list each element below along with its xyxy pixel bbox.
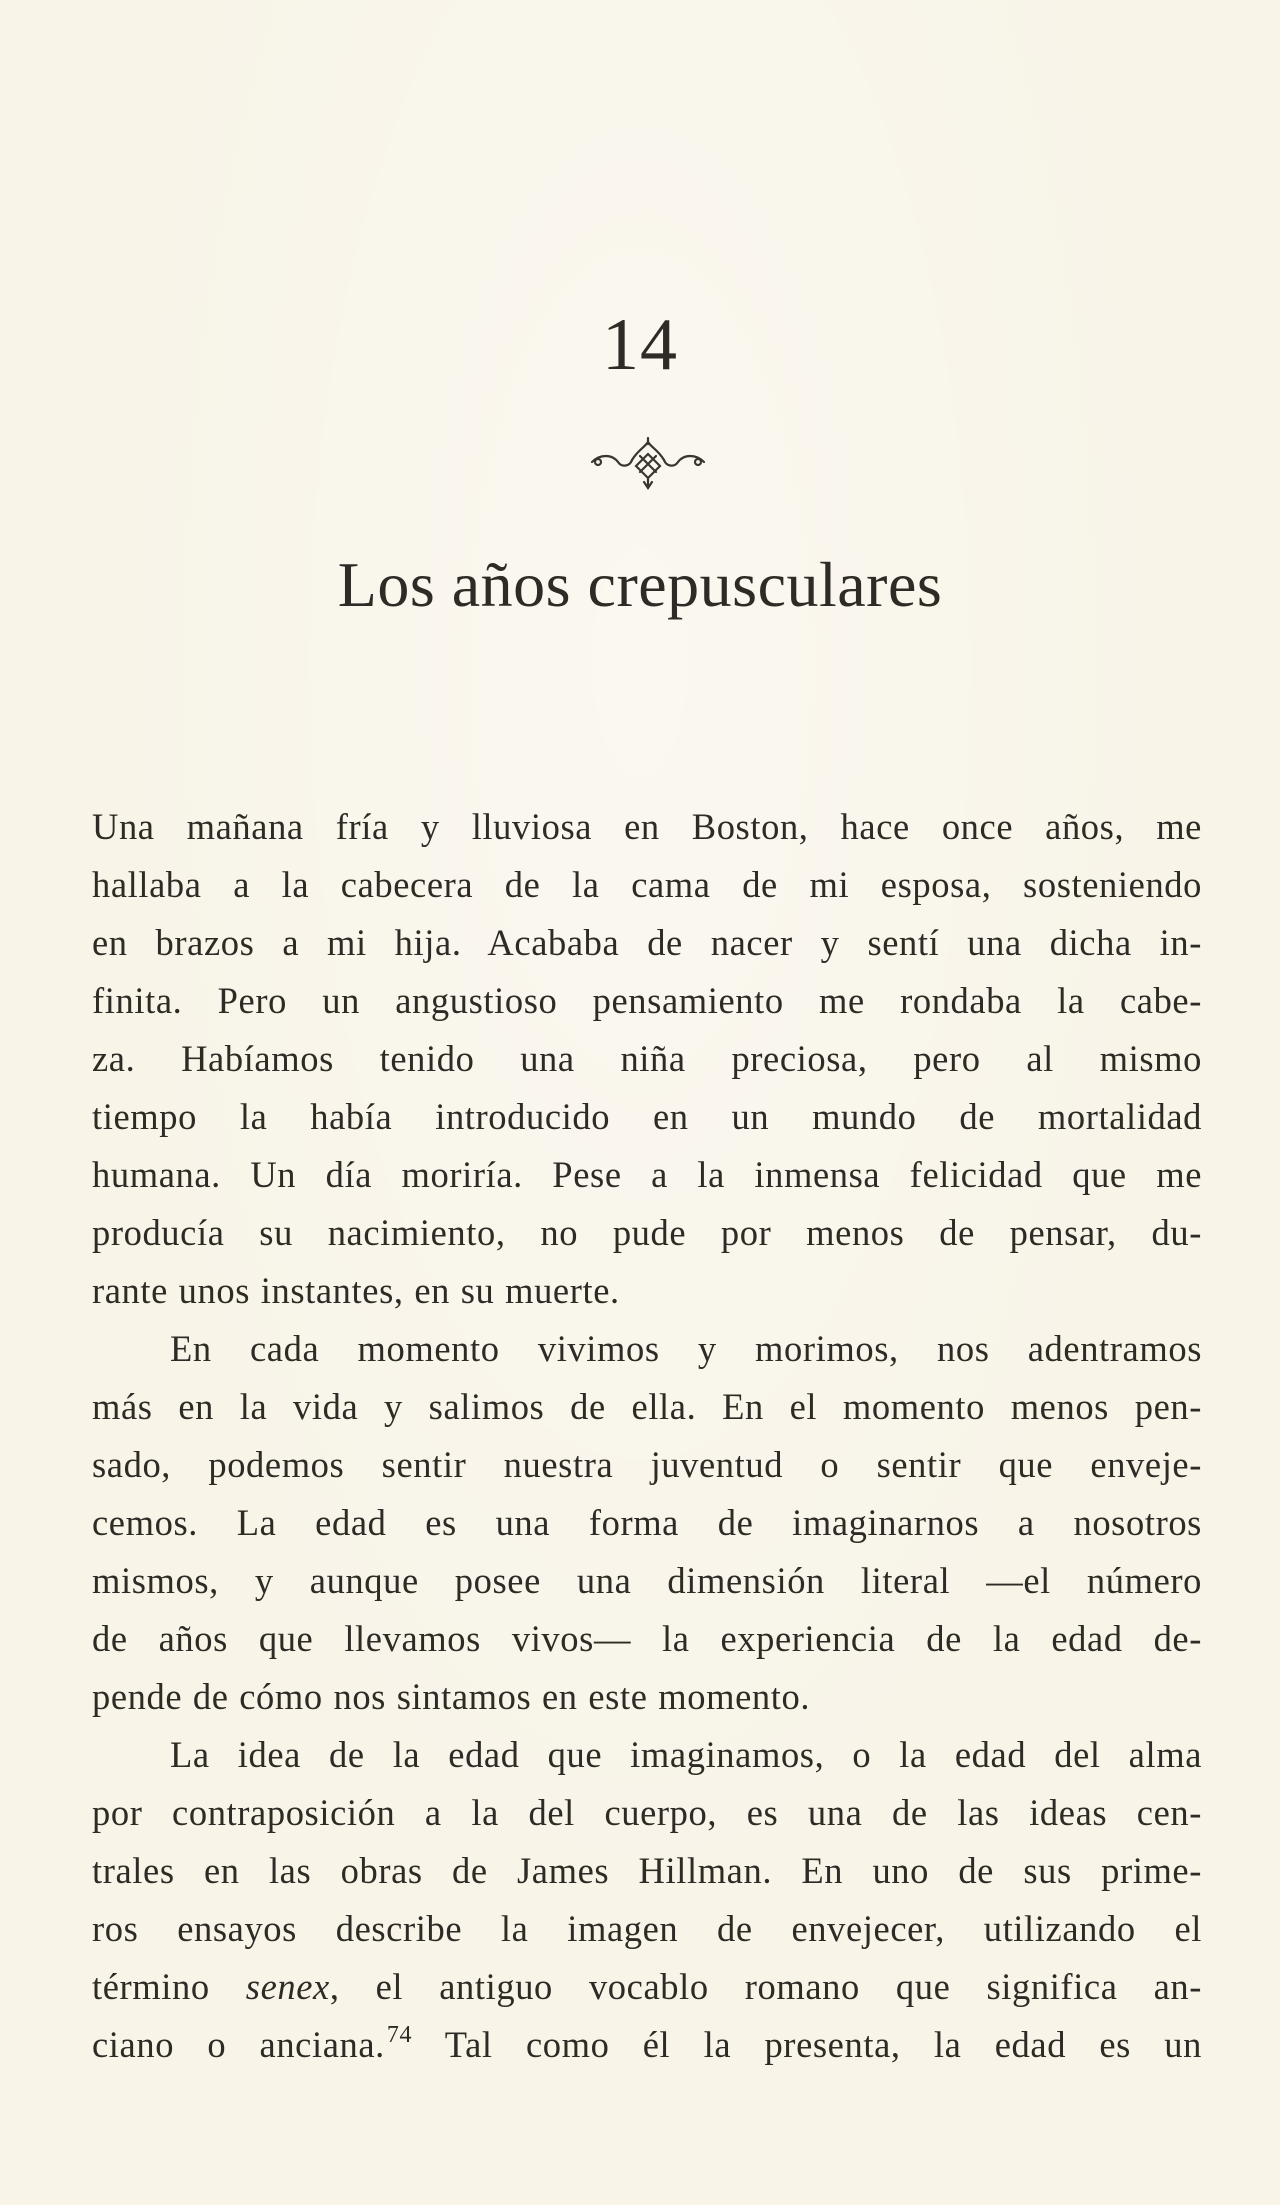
text-line: cemos. La edad es una forma de imaginarnos a nosotros xyxy=(92,1502,1202,1543)
chapter-number: 14 xyxy=(602,304,678,386)
text-line: En cada momento vivimos y morimos, nos adentramos xyxy=(170,1328,1202,1369)
italic-term: senex xyxy=(245,1966,330,2007)
chapter-body xyxy=(92,798,1202,2074)
text-segment: término xyxy=(92,1966,246,2007)
text-segment: , el antiguo vocablo romano que significa an- xyxy=(329,1966,1202,2007)
text-line xyxy=(92,1958,1202,2016)
text-line: sado, podemos sentir nuestra juventud o sentir que enveje- xyxy=(92,1444,1202,1485)
text-line: finita. Pero un angustioso pensamiento me rondaba la cabe- xyxy=(92,980,1202,1021)
text-line: za. Habíamos tenido una niña preciosa, pero al mismo xyxy=(92,1038,1202,1079)
text-line: rante unos instantes, en su muerte. xyxy=(92,1270,620,1311)
text-line: La idea de la edad que imaginamos, o la edad del alma xyxy=(170,1734,1202,1775)
text-line: trales en las obras de James Hillman. En uno de sus prime- xyxy=(92,1850,1202,1891)
text-segment: Tal como él la presenta, la edad es un xyxy=(412,2024,1202,2065)
text-line: tiempo la había introducido en un mundo de mortalidad xyxy=(92,1096,1202,1137)
text-line: por contraposición a la del cuerpo, es una de las ideas cen- xyxy=(92,1792,1202,1833)
chapter-title: Los años crepusculares xyxy=(337,549,943,620)
text-line: hallaba a la cabecera de la cama de mi esposa, sosteniendo xyxy=(92,864,1202,905)
text-line xyxy=(92,2016,1202,2074)
text-line: Una mañana fría y lluviosa en Boston, hace once años, me xyxy=(92,806,1202,847)
fleuron-ornament-icon xyxy=(588,432,708,496)
text-line: de años que llevamos vivos— la experiencia de la edad de- xyxy=(92,1618,1202,1659)
text-line: más en la vida y salimos de ella. En el momento menos pen- xyxy=(92,1386,1202,1427)
text-line: pende de cómo nos sintamos en este momento. xyxy=(92,1676,811,1717)
text-line: producía su nacimiento, no pude por menos de pensar, du- xyxy=(92,1212,1202,1253)
footnote-reference[interactable]: 74 xyxy=(386,2022,413,2048)
text-line: humana. Un día moriría. Pese a la inmensa felicidad que me xyxy=(92,1154,1202,1195)
text-line: mismos, y aunque posee una dimensión literal —el número xyxy=(92,1560,1202,1601)
text-line: ros ensayos describe la imagen de envejecer, utilizando el xyxy=(92,1908,1202,1949)
text-segment: ciano o anciana. xyxy=(92,2024,385,2065)
text-line: en brazos a mi hija. Acababa de nacer y sentí una dicha in- xyxy=(92,922,1202,963)
